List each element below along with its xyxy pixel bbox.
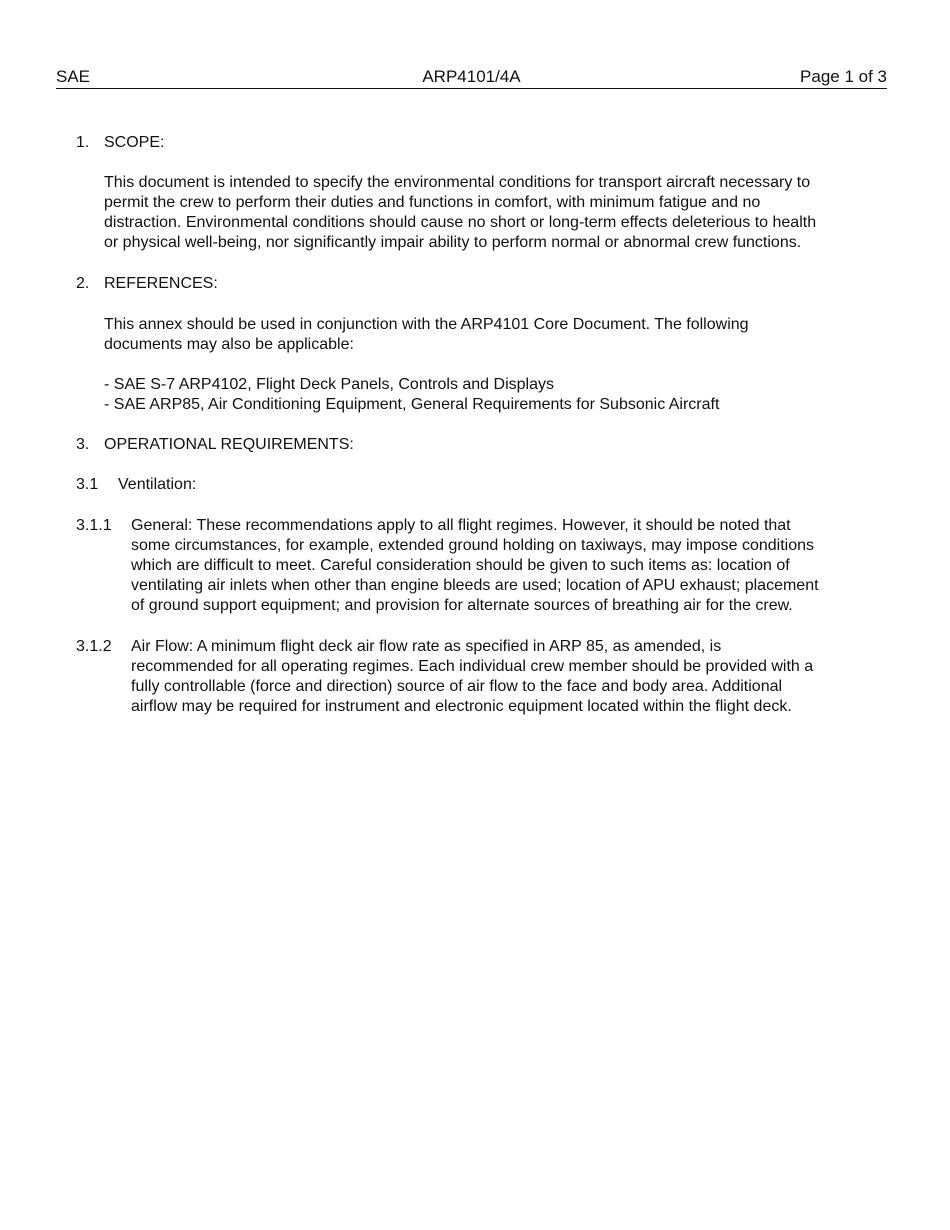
section-3-1-2-body: Air Flow: A minimum flight deck air flow rate as specified in ARP 85, as amended, is recommended for all operating regimes. Each individual crew member should be provided with a fully controllable (force and direction) source of air flow to the face and body area. Additional airflow may be required for instrument and electronic equipment located within the flight deck. <box>131 638 814 715</box>
section-3-1-2-number: 3.1.2 <box>76 638 112 655</box>
section-3-1-1-body: General: These recommendations apply to all flight regimes. However, it should be noted that some circumstances, for example, extended ground holding on taxiways, may impose conditions which are difficult to meet. Careful consideration should be given to such items as: location of ventilating air inlets when other than engine bleeds are used; location of APU exhaust; placement of ground support equipment; and provision for alternate sources of breathing air for the crew. <box>131 517 819 614</box>
section-1-title: SCOPE: <box>104 134 165 151</box>
reference-item: - SAE ARP85, Air Conditioning Equipment, General Requirements for Subsonic Aircraft <box>104 396 720 413</box>
page-header <box>56 66 887 89</box>
reference-list <box>104 375 894 415</box>
section-2-title: REFERENCES: <box>104 275 218 292</box>
header-org: SAE <box>56 67 91 86</box>
reference-item: - SAE S-7 ARP4102, Flight Deck Panels, Controls and Displays <box>104 376 554 393</box>
header-page-number: Page 1 of 3 <box>800 67 887 86</box>
section-3-1-1-number: 3.1.1 <box>76 517 112 534</box>
header-doc-number: ARP4101/4A <box>422 67 521 86</box>
section-3-1-title: Ventilation: <box>118 476 197 493</box>
section-1-number: 1. <box>76 134 90 151</box>
section-3-title: OPERATIONAL REQUIREMENTS: <box>104 436 354 453</box>
section-2-body: This annex should be used in conjunction with the ARP4101 Core Document. The following documents may also be applicable: <box>104 316 749 353</box>
section-1-body: This document is intended to specify the environmental conditions for transport aircraft necessary to permit the crew to perform their duties and functions in comfort, with minimum fatigue and no distraction. Environmental conditions should cause no short or long-term effects deleterious to health or physical well-being, nor significantly impair ability to perform normal or abnormal crew functions. <box>104 174 817 251</box>
section-3-number: 3. <box>76 436 90 453</box>
section-3-1-number: 3.1 <box>76 476 99 493</box>
section-2-number: 2. <box>76 275 90 292</box>
